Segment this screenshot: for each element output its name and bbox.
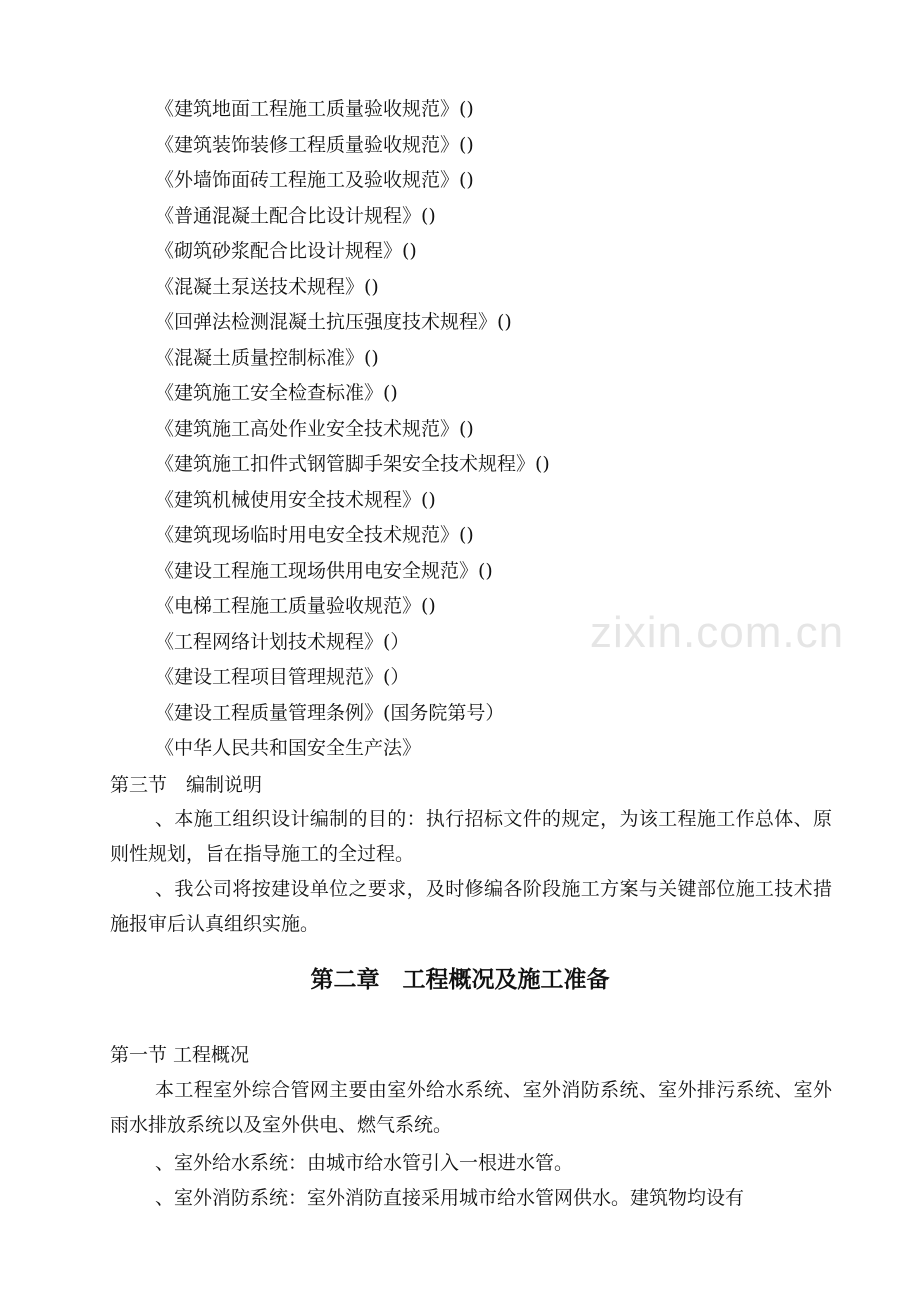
reference-item: 《混凝土泵送技术规程》() <box>155 275 379 298</box>
reference-item: 《建筑地面工程施工质量验收规范》() <box>155 98 474 120</box>
reference-item: 《外墙饰面砖工程施工及验收规范》() <box>155 169 474 191</box>
paragraph: 、室外给水系统：由城市给水管引入一根进水管。 <box>155 1152 574 1174</box>
reference-item: 《混凝土质量控制标准》() <box>155 346 379 369</box>
reference-list <box>155 92 875 767</box>
section-title-compilation: 第三节 编制说明 <box>110 774 263 796</box>
reference-item: 《建设工程质量管理条例》(国务院第号） <box>155 701 505 724</box>
reference-item: 《建筑施工扣件式钢管脚手架安全技术规程》() <box>155 453 550 475</box>
reference-item: 《建筑施工安全检查标准》() <box>155 382 398 404</box>
chapter-heading: 第二章 工程概况及施工准备 <box>310 967 610 993</box>
reference-item: 《砌筑砂浆配合比设计规程》() <box>155 240 417 262</box>
paragraph: 、我公司将按建设单位之要求，及时修编各阶段施工方案与关键部位施工技术措施报审后认真组织实施。 <box>110 878 832 935</box>
reference-item: 《建设工程施工现场供用电安全规范》() <box>155 559 493 582</box>
paragraph: 本工程室外综合管网主要由室外给水系统、室外消防系统、室外排污系统、室外雨水排放系统以及室外供电、燃气系统。 <box>110 1079 832 1136</box>
reference-item: 《工程网络计划技术规程》(） <box>155 630 410 653</box>
reference-item: 《建设工程项目管理规范》(） <box>155 666 410 688</box>
watermark: zixin.com.cn <box>590 608 845 657</box>
reference-item: 《中华人民共和国安全生产法》 <box>155 737 422 759</box>
paragraph: 、本施工组织设计编制的目的：执行招标文件的规定，为该工程施工作总体、原则性规划，旨在指导施工的全过程。 <box>110 808 832 865</box>
reference-item: 《普通混凝土配合比设计规程》() <box>155 204 436 227</box>
section-title-overview: 第一节 工程概况 <box>110 1044 250 1066</box>
reference-item: 《电梯工程施工质量验收规范》() <box>155 595 436 617</box>
reference-item: 《建筑施工高处作业安全技术规范》() <box>155 417 474 440</box>
paragraph: 、室外消防系统：室外消防直接采用城市给水管网供水。建筑物均设有 <box>155 1187 745 1209</box>
reference-item: 《建筑现场临时用电安全技术规范》() <box>155 524 474 546</box>
reference-item: 《建筑机械使用安全技术规程》() <box>155 488 436 511</box>
reference-item: 《建筑装饰装修工程质量验收规范》() <box>155 133 474 156</box>
reference-item: 《回弹法检测混凝土抗压强度技术规程》() <box>155 311 512 333</box>
